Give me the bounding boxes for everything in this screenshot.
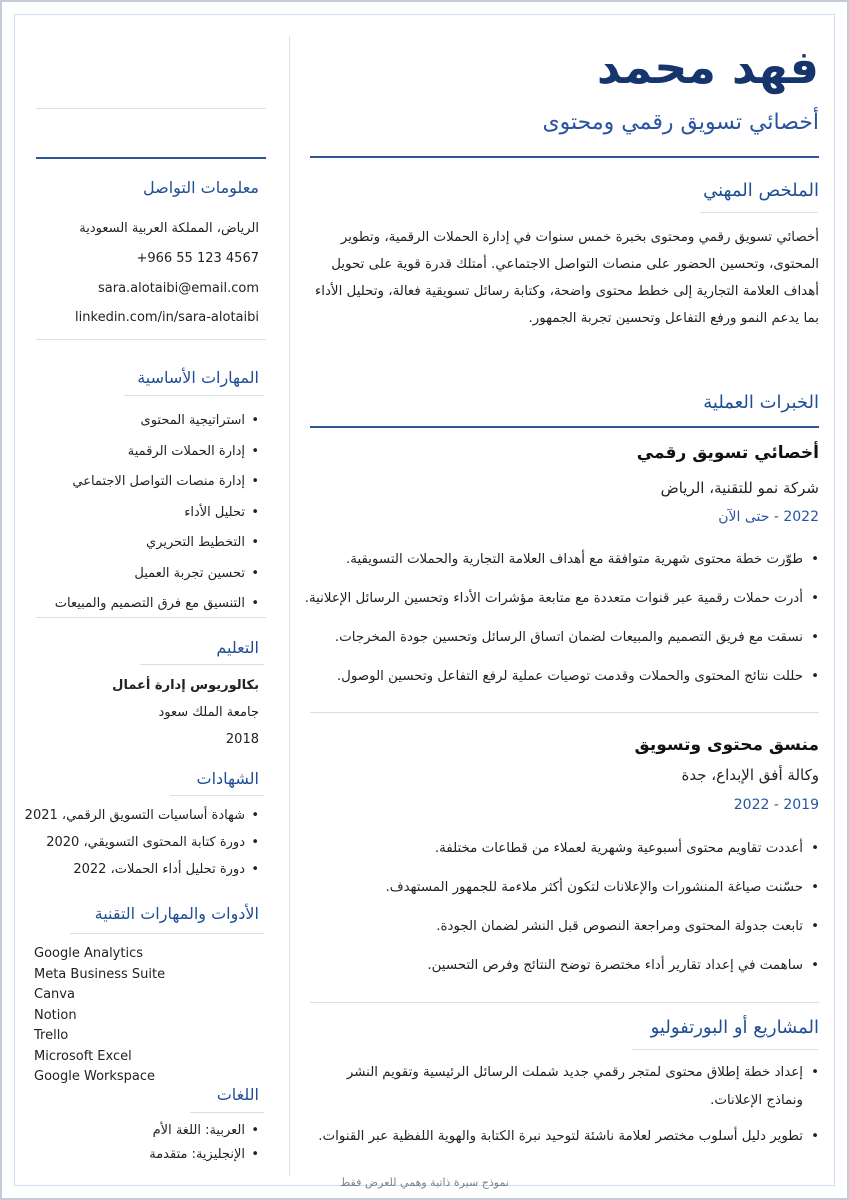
experience-rule — [310, 426, 819, 428]
sidebar-separator — [36, 617, 266, 618]
list-item: • تحسين تجربة العميل — [55, 564, 259, 595]
job-separator — [310, 712, 819, 713]
list-item: • أدرت حملات رقمية عبر قنوات متعددة مع متابعة مؤشرات الأداء وتحسين الرسائل الإعلانية. — [309, 588, 819, 627]
sidebar-rule — [36, 157, 266, 159]
contact-heading: معلومات التواصل — [142, 178, 259, 197]
certifications-list — [25, 806, 259, 887]
job-title: منسق محتوى وتسويق — [634, 735, 819, 755]
languages-heading-rule — [190, 1112, 264, 1113]
projects-list — [309, 1059, 819, 1159]
tools-heading-rule — [70, 933, 264, 934]
list-item: • دورة كتابة المحتوى التسويقي، 2020 — [25, 833, 259, 860]
job-company: وكالة أفق الإبداع، جدة — [681, 766, 819, 784]
tools-heading: الأدوات والمهارات التقنية — [94, 904, 259, 923]
education-heading-rule — [140, 664, 264, 665]
contact-phone: +966 55 123 4567 — [136, 251, 259, 266]
list-item: • إعداد خطة إطلاق محتوى لمتجر رقمي جديد شملت الرسائل الرئيسية وتقويم النشر ونماذج الإعلانات. — [309, 1059, 819, 1115]
sidebar-separator — [36, 339, 266, 340]
languages-heading: اللغات — [216, 1085, 259, 1104]
job-bullets — [309, 838, 819, 994]
experience-heading: الخبرات العملية — [703, 392, 819, 413]
list-item: • أعددت تقاويم محتوى أسبوعية وشهرية لعملاء من قطاعات مختلفة. — [309, 838, 819, 877]
list-item: Microsoft Excel — [34, 1048, 132, 1064]
header-rule — [310, 156, 819, 158]
list-item: • ساهمت في إعداد تقارير أداء مختصرة توضح النتائج وفرص التحسين. — [309, 955, 819, 994]
candidate-name: فهد محمد — [596, 40, 819, 94]
contact-email: sara.alotaibi@email.com — [97, 281, 259, 296]
list-item: • التخطيط التحريري — [55, 533, 259, 564]
list-item: • حللت نتائج المحتوى والحملات وقدمت توصيات عملية لرفع التفاعل وتحسين الوصول. — [309, 666, 819, 705]
summary-heading-rule — [700, 212, 818, 213]
education-heading: التعليم — [216, 638, 259, 657]
list-item: • التنسيق مع فرق التصميم والمبيعات — [55, 594, 259, 625]
education-degree: بكالوريوس إدارة أعمال — [112, 678, 259, 693]
list-item: • الإنجليزية: متقدمة — [149, 1145, 259, 1169]
projects-heading-rule — [632, 1049, 818, 1050]
tools-list — [34, 944, 165, 1088]
job-date: 2022 - حتى الآن — [718, 509, 819, 525]
languages-list — [149, 1121, 259, 1169]
job-date: 2019 - 2022 — [733, 797, 819, 813]
certifications-heading-rule — [170, 795, 264, 796]
projects-heading: المشاريع أو البورتفوليو — [650, 1017, 819, 1038]
list-item: • تابعت جدولة المحتوى ومراجعة النصوص قبل النشر لضمان الجودة. — [309, 916, 819, 955]
list-item: Canva — [34, 987, 75, 1002]
summary-text: أخصائي تسويق رقمي ومحتوى بخبرة خمس سنوات في إدارة الحملات الرقمية، وتطوير المحتوى، وتحسين الحضور على منصات التواصل الاجتماعي. أمتلك قدرة قوية على تحويل أهداف العلامة التجارية إلى خطط محتوى واضحة، وكتابة رسائل تسويقية فعالة، وتحليل الأداء بما يدعم النمو ورفع التفاعل وتحسين تجربة الجمهور. — [314, 230, 819, 326]
list-item: Trello — [34, 1028, 69, 1043]
column-divider — [289, 36, 290, 1176]
list-item: • تطوير دليل أسلوب مختصر لعلامة ناشئة لتوحيد نبرة الكتابة والهوية اللفظية عبر القنوات. — [309, 1123, 819, 1151]
list-item: • استراتيجية المحتوى — [55, 411, 259, 442]
list-item: • العربية: اللغة الأم — [149, 1121, 259, 1145]
education-year: 2018 — [225, 732, 259, 747]
list-item: • طوّرت خطة محتوى شهرية متوافقة مع أهداف العلامة التجارية والحملات التسويقية. — [309, 549, 819, 588]
education-school: جامعة الملك سعود — [158, 705, 259, 720]
list-item: Meta Business Suite — [34, 966, 166, 982]
job-title: أخصائي تسويق رقمي — [636, 443, 819, 463]
contact-location: الرياض، المملكة العربية السعودية — [79, 221, 259, 236]
list-item: • دورة تحليل أداء الحملات، 2022 — [25, 860, 259, 887]
skills-list — [55, 411, 259, 625]
list-item: • إدارة الحملات الرقمية — [55, 442, 259, 473]
candidate-title: أخصائي تسويق رقمي ومحتوى — [542, 110, 819, 135]
footer-note: نموذج سيرة ذاتية وهمي للعرض فقط — [340, 1176, 509, 1189]
contact-linkedin: linkedin.com/in/sara-alotaibi — [75, 310, 259, 325]
list-item: • إدارة منصات التواصل الاجتماعي — [55, 472, 259, 503]
list-item: • شهادة أساسيات التسويق الرقمي، 2021 — [25, 806, 259, 833]
skills-heading-rule — [124, 395, 264, 396]
summary-heading: الملخص المهني — [703, 180, 819, 201]
job-company: شركة نمو للتقنية، الرياض — [660, 479, 819, 497]
list-item: • نسقت مع فريق التصميم والمبيعات لضمان اتساق الرسائل وتحسين جودة المخرجات. — [309, 627, 819, 666]
list-item: Google Analytics — [34, 946, 144, 961]
header-rule-left — [36, 108, 266, 109]
list-item: Notion — [34, 1007, 77, 1023]
list-item: Google Workspace — [34, 1069, 156, 1084]
projects-separator — [310, 1002, 819, 1003]
skills-heading: المهارات الأساسية — [137, 368, 259, 387]
list-item: • تحليل الأداء — [55, 503, 259, 534]
certifications-heading: الشهادات — [196, 769, 259, 788]
job-bullets — [304, 549, 819, 705]
list-item: • حسّنت صياغة المنشورات والإعلانات لتكون أكثر ملاءمة للجمهور المستهدف. — [309, 877, 819, 916]
